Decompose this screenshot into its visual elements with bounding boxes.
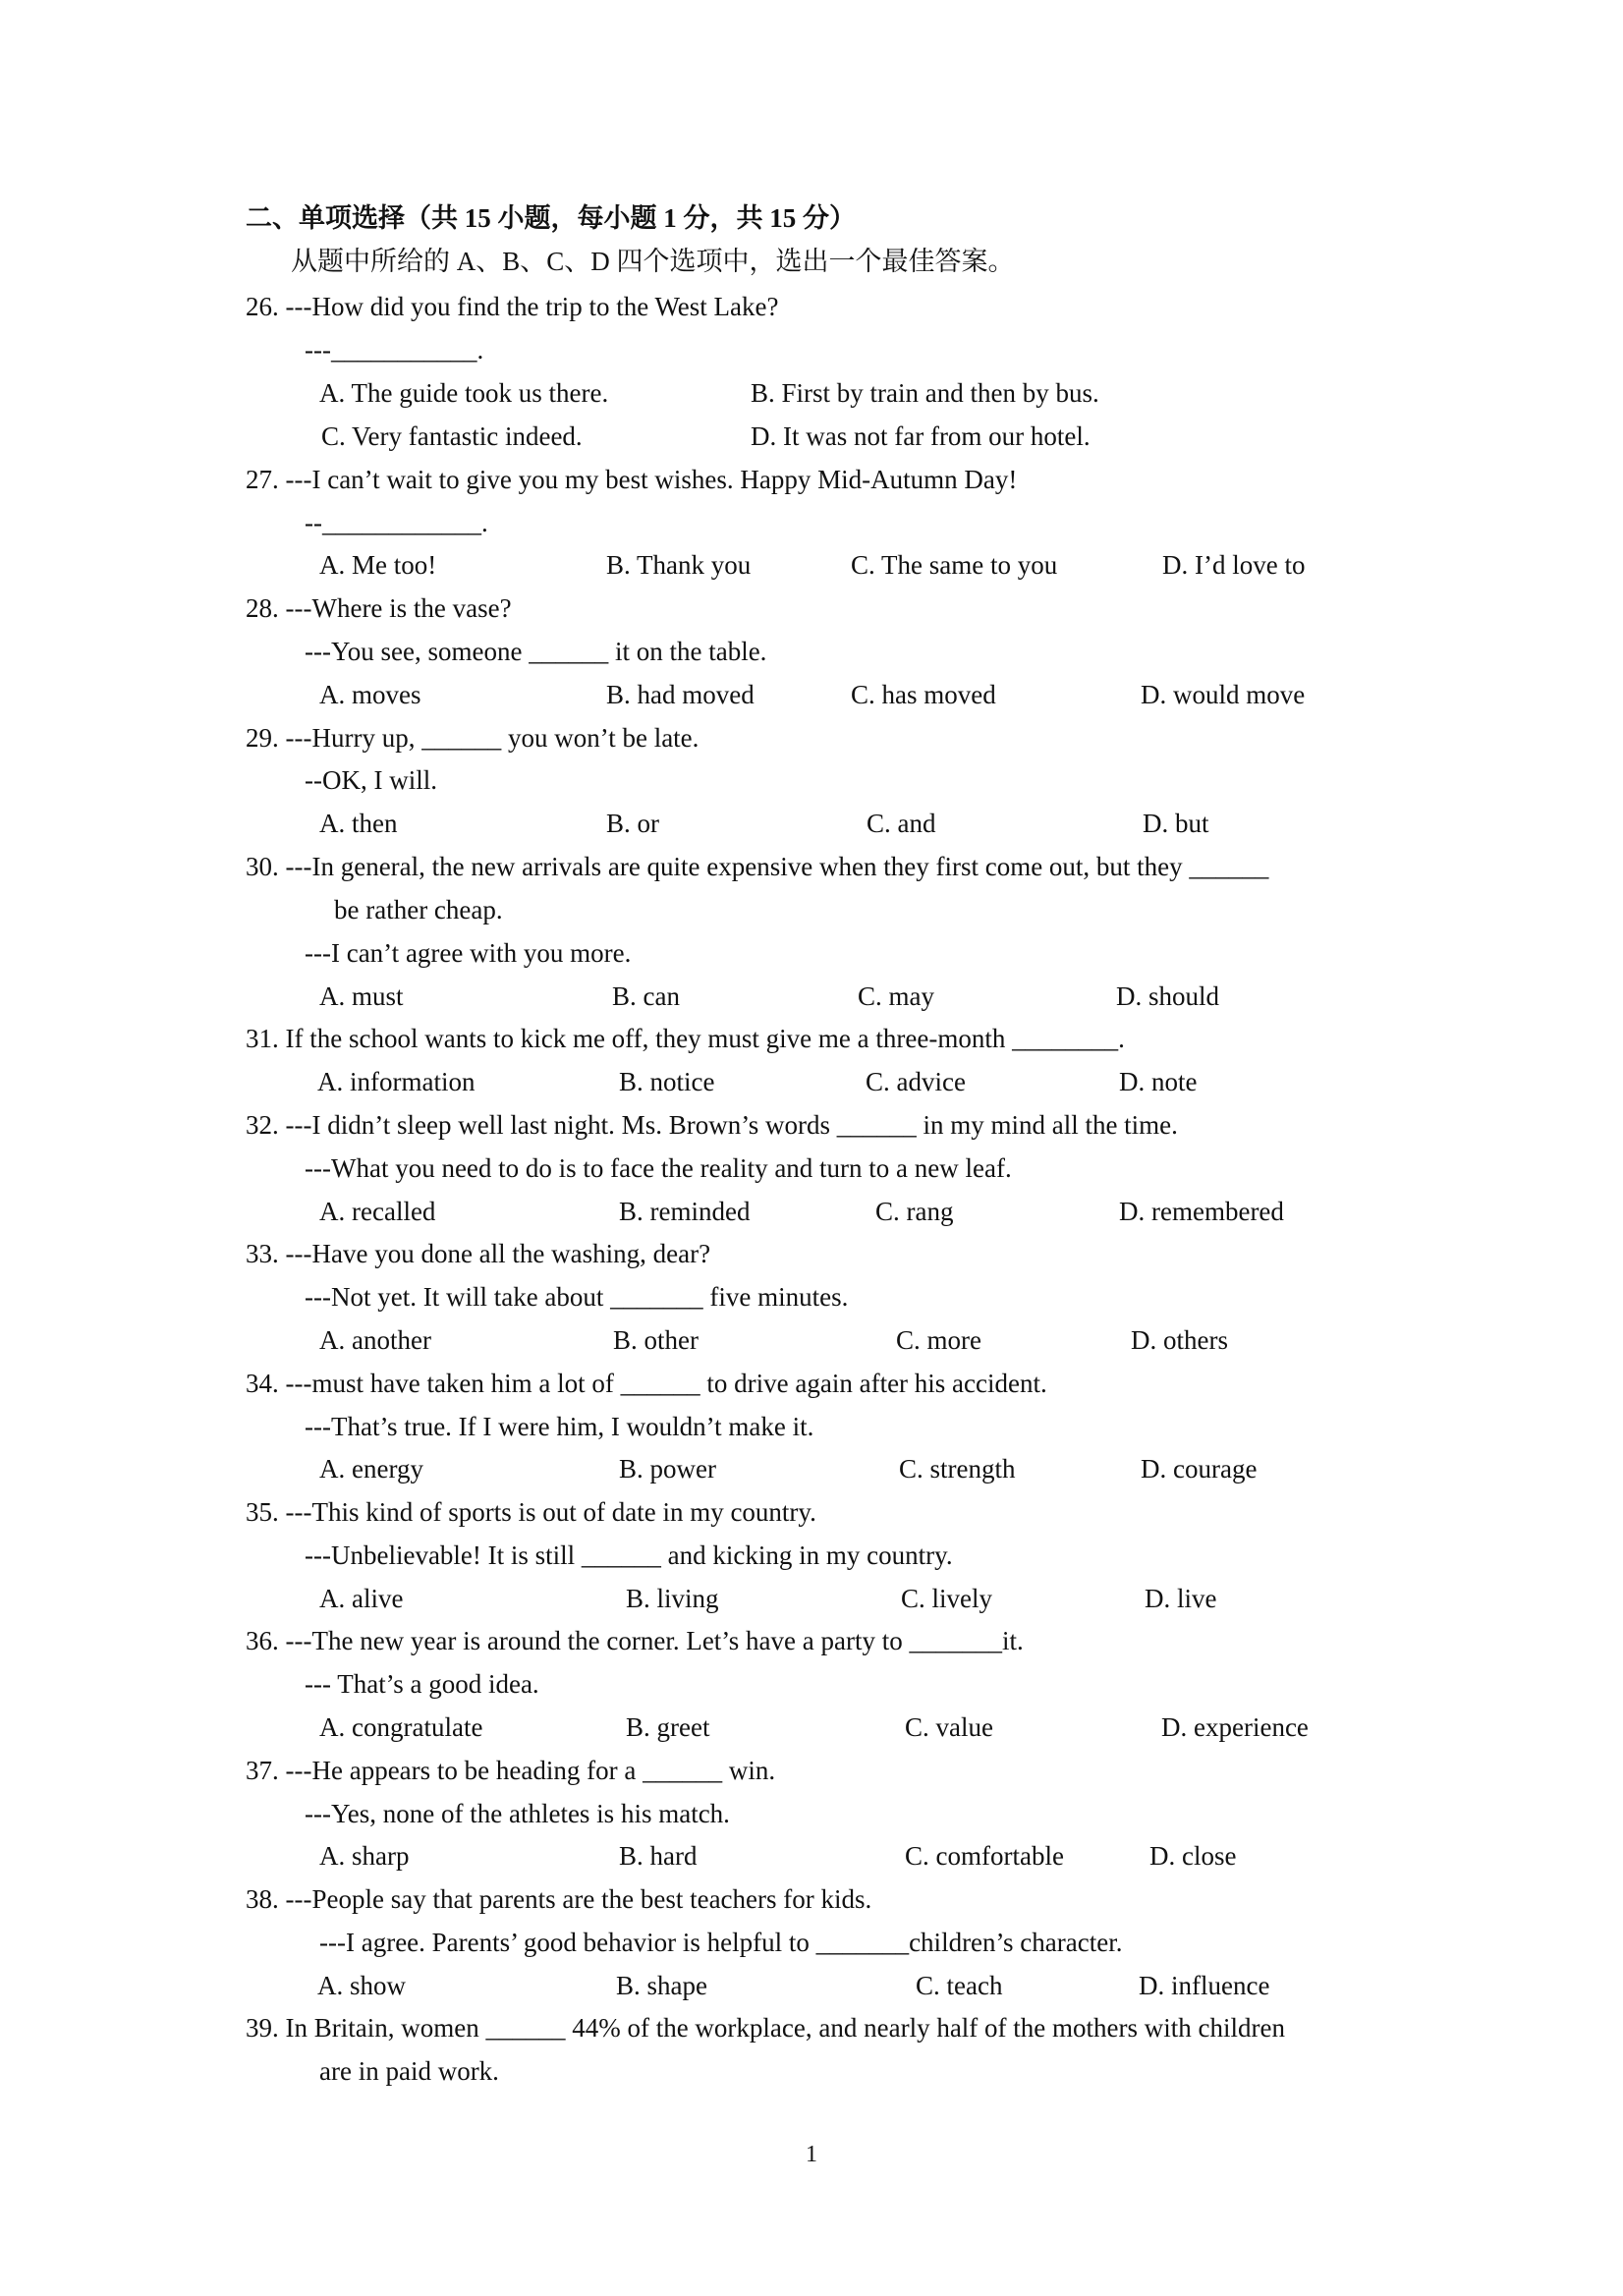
question-29-option-d: D. but: [1143, 809, 1209, 838]
question-27-reply: --____________.: [305, 508, 488, 537]
question-34-option-a: A. energy: [319, 1454, 423, 1484]
question-30-stem: 30. ---In general, the new arrivals are quite expensive when they first come out, but they ______: [246, 852, 1269, 881]
question-36-option-b: B. greet: [626, 1712, 710, 1742]
question-38-option-a: A. show: [317, 1971, 407, 2000]
question-34-option-b: B. power: [619, 1454, 716, 1484]
section-heading: 二、单项选择（共 15 小题，每小题 1 分，共 15 分）: [246, 203, 856, 233]
question-29-reply: --OK, I will.: [305, 765, 437, 795]
question-28-option-a: A. moves: [319, 680, 421, 709]
question-33-option-a: A. another: [319, 1325, 431, 1355]
question-34-option-c: C. strength: [899, 1454, 1016, 1484]
question-32-stem: 32. ---I didn’t sleep well last night. Ms. Brown’s words ______ in my mind all the time.: [246, 1110, 1178, 1140]
question-29-option-a: A. then: [319, 809, 398, 838]
question-36-reply: --- That’s a good idea.: [305, 1669, 539, 1699]
question-34-option-d: D. courage: [1141, 1454, 1258, 1484]
question-37-option-a: A. sharp: [319, 1841, 410, 1871]
question-30-reply: ---I can’t agree with you more.: [305, 938, 632, 968]
question-36-option-c: C. value: [905, 1712, 993, 1742]
question-28-option-d: D. would move: [1141, 680, 1306, 709]
question-27-option-c: C. The same to you: [851, 550, 1058, 580]
question-26-option-d: D. It was not far from our hotel.: [751, 421, 1091, 451]
question-39-stem-cont: are in paid work.: [319, 2056, 499, 2086]
question-35-option-c: C. lively: [901, 1584, 992, 1613]
question-29-option-c: C. and: [867, 809, 936, 838]
question-28-stem: 28. ---Where is the vase?: [246, 593, 512, 623]
question-38-stem: 38. ---People say that parents are the best teachers for kids.: [246, 1884, 872, 1914]
question-26-option-b: B. First by train and then by bus.: [751, 378, 1099, 408]
question-29-option-b: B. or: [606, 809, 659, 838]
question-35-option-b: B. living: [626, 1584, 719, 1613]
question-38-option-d: D. influence: [1139, 1971, 1270, 2000]
question-28-option-b: B. had moved: [606, 680, 755, 709]
question-31-option-a: A. information: [317, 1067, 476, 1096]
question-31-stem: 31. If the school wants to kick me off, they must give me a three-month ________.: [246, 1024, 1125, 1053]
question-33-reply: ---Not yet. It will take about _______ five minutes.: [305, 1282, 849, 1312]
question-32-option-b: B. reminded: [619, 1197, 751, 1226]
section-instruction: 从题中所给的 A、B、C、D 四个选项中，选出一个最佳答案。: [291, 247, 1015, 276]
question-33-option-c: C. more: [896, 1325, 981, 1355]
question-36-stem: 36. ---The new year is around the corner. Let’s have a party to _______it.: [246, 1626, 1024, 1655]
question-27-option-d: D. I’d love to: [1162, 550, 1306, 580]
question-33-option-d: D. others: [1131, 1325, 1228, 1355]
question-37-option-d: D. close: [1149, 1841, 1237, 1871]
question-32-option-a: A. recalled: [319, 1197, 436, 1226]
question-26-reply: ---___________.: [305, 335, 484, 364]
question-30-option-b: B. can: [612, 981, 680, 1011]
question-26-option-a: A. The guide took us there.: [319, 378, 609, 408]
question-35-stem: 35. ---This kind of sports is out of date in my country.: [246, 1497, 816, 1527]
question-29-stem: 29. ---Hurry up, ______ you won’t be late.: [246, 723, 700, 753]
question-35-option-a: A. alive: [319, 1584, 404, 1613]
question-30-option-d: D. should: [1116, 981, 1220, 1011]
question-35-option-d: D. live: [1145, 1584, 1217, 1613]
question-38-option-c: C. teach: [916, 1971, 1003, 2000]
question-31-option-c: C. advice: [866, 1067, 966, 1096]
question-37-option-c: C. comfortable: [905, 1841, 1064, 1871]
question-30-option-c: C. may: [858, 981, 934, 1011]
question-33-option-b: B. other: [613, 1325, 699, 1355]
question-30-option-a: A. must: [319, 981, 404, 1011]
question-32-option-c: C. rang: [875, 1197, 954, 1226]
question-35-reply: ---Unbelievable! It is still ______ and kicking in my country.: [305, 1540, 953, 1570]
question-36-option-a: A. congratulate: [319, 1712, 483, 1742]
question-28-reply: ---You see, someone ______ it on the table.: [305, 637, 767, 666]
question-36-option-d: D. experience: [1161, 1712, 1309, 1742]
question-34-reply: ---That’s true. If I were him, I wouldn’t make it.: [305, 1412, 814, 1441]
question-34-stem: 34. ---must have taken him a lot of ______ to drive again after his accident.: [246, 1369, 1047, 1398]
question-30-stem-cont: be rather cheap.: [334, 895, 503, 924]
question-26-option-c: C. Very fantastic indeed.: [321, 421, 583, 451]
question-31-option-d: D. note: [1119, 1067, 1198, 1096]
question-38-reply: ---I agree. Parents’ good behavior is helpful to _______children’s character.: [319, 1928, 1123, 1957]
question-28-option-c: C. has moved: [851, 680, 996, 709]
question-26-stem: 26. ---How did you find the trip to the West Lake?: [246, 292, 779, 321]
question-33-stem: 33. ---Have you done all the washing, dear?: [246, 1239, 711, 1268]
question-37-option-b: B. hard: [619, 1841, 698, 1871]
question-27-stem: 27. ---I can’t wait to give you my best wishes. Happy Mid-Autumn Day!: [246, 465, 1018, 494]
question-31-option-b: B. notice: [619, 1067, 715, 1096]
question-27-option-b: B. Thank you: [606, 550, 752, 580]
question-38-option-b: B. shape: [616, 1971, 707, 2000]
question-37-reply: ---Yes, none of the athletes is his match.: [305, 1799, 730, 1828]
page-number: 1: [806, 2142, 817, 2167]
question-27-option-a: A. Me too!: [319, 550, 437, 580]
question-32-reply: ---What you need to do is to face the reality and turn to a new leaf.: [305, 1153, 1012, 1183]
question-37-stem: 37. ---He appears to be heading for a ______ win.: [246, 1756, 776, 1785]
question-39-stem: 39. In Britain, women ______ 44% of the workplace, and nearly half of the mothers with children: [246, 2013, 1285, 2043]
question-32-option-d: D. remembered: [1119, 1197, 1284, 1226]
